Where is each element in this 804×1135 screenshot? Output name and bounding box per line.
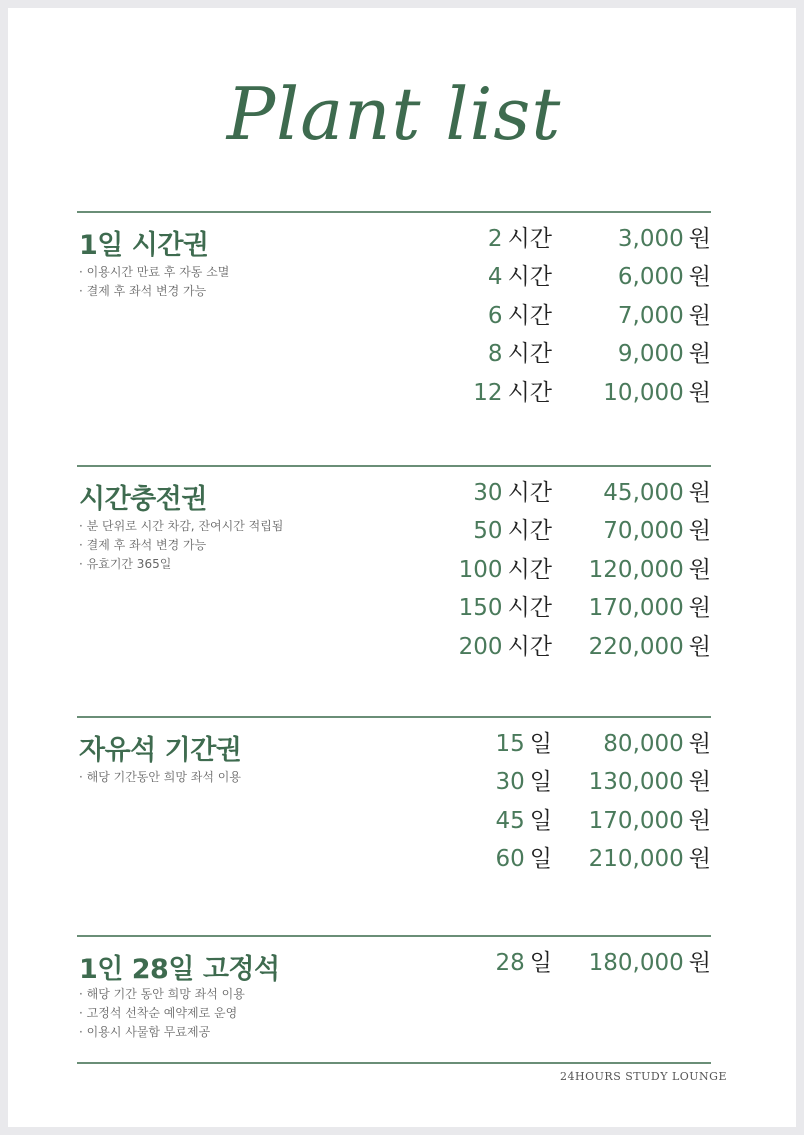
- price-value: 130,000: [588, 769, 684, 795]
- duration-value: 30: [495, 769, 525, 795]
- price: [589, 802, 711, 840]
- duration-unit: 시간: [507, 518, 552, 544]
- price-value: 70,000: [603, 518, 684, 544]
- duration-value: 45: [495, 808, 525, 834]
- duration-value: 150: [458, 595, 503, 621]
- duration: [496, 944, 553, 982]
- price-value: 9,000: [617, 341, 684, 367]
- price-row: [77, 220, 711, 258]
- price: [618, 297, 711, 335]
- price: [618, 220, 711, 258]
- price-unit: 원: [688, 950, 711, 976]
- duration-value: 2: [487, 226, 503, 252]
- price-value: 7,000: [617, 303, 684, 329]
- price-row: [77, 512, 711, 550]
- price-value: 170,000: [588, 595, 684, 621]
- price: [603, 725, 711, 763]
- duration-value: 100: [458, 557, 503, 583]
- price-value: 120,000: [588, 557, 684, 583]
- price-value: 45,000: [603, 480, 684, 506]
- price-row: [77, 551, 711, 589]
- price-unit: 원: [688, 846, 711, 872]
- price: [589, 763, 711, 801]
- section-day-pass: [77, 211, 711, 406]
- note-item: · 결제 후 좌석 변경 가능: [79, 284, 207, 298]
- price-unit: 원: [688, 769, 711, 795]
- price-value: 170,000: [588, 808, 684, 834]
- duration-unit: 시간: [507, 303, 552, 329]
- note-item: · 해당 기간동안 희망 좌석 이용: [79, 770, 241, 784]
- bottom-divider: [77, 1062, 711, 1064]
- duration-unit: 시간: [507, 226, 552, 252]
- duration-unit: 일: [529, 846, 552, 872]
- duration-value: 50: [473, 518, 503, 544]
- duration-value: 60: [495, 846, 525, 872]
- note-item: · 결제 후 좌석 변경 가능: [79, 538, 207, 552]
- price-value: 210,000: [588, 846, 684, 872]
- price: [618, 335, 711, 373]
- price-row: [77, 944, 711, 982]
- price: [603, 512, 711, 550]
- duration: [496, 725, 553, 763]
- price-unit: 원: [688, 731, 711, 757]
- duration-unit: 시간: [507, 595, 552, 621]
- duration-unit: 시간: [507, 634, 552, 660]
- price-unit: 원: [688, 518, 711, 544]
- section-free-seat-pass: [77, 716, 711, 872]
- price: [618, 258, 711, 296]
- section-time-charge: [77, 465, 711, 660]
- price-row: [77, 840, 711, 878]
- price: [589, 551, 711, 589]
- footer-brand: 24HOURS STUDY LOUNGE: [560, 1070, 727, 1083]
- note-item: · 고정석 선착순 예약제로 운영: [79, 1006, 238, 1020]
- note-item: · 이용시 사물함 무료제공: [79, 1025, 211, 1039]
- price-unit: 원: [688, 264, 711, 290]
- price: [603, 374, 711, 412]
- price-row: [77, 374, 711, 412]
- duration: [488, 220, 552, 258]
- section-fixed-seat: [77, 935, 711, 1039]
- duration-value: 200: [458, 634, 503, 660]
- price-row: [77, 589, 711, 627]
- duration-value: 12: [473, 380, 503, 406]
- duration: [488, 258, 552, 296]
- duration-unit: 시간: [507, 557, 552, 583]
- price: [589, 589, 711, 627]
- price-unit: 원: [688, 303, 711, 329]
- duration: [459, 551, 552, 589]
- price: [589, 628, 711, 666]
- price-unit: 원: [688, 341, 711, 367]
- duration-value: 6: [487, 303, 503, 329]
- note-item: · 유효기간 365일: [79, 557, 172, 571]
- price-unit: 원: [688, 226, 711, 252]
- section-title: 시간충전권: [79, 484, 207, 515]
- duration-unit: 일: [529, 808, 552, 834]
- section-title: 1인 28일 고정석: [79, 954, 280, 985]
- price-unit: 원: [688, 595, 711, 621]
- duration-value: 28: [495, 950, 525, 976]
- duration: [459, 589, 552, 627]
- duration-unit: 일: [529, 769, 552, 795]
- duration-value: 15: [495, 731, 525, 757]
- note-item: · 이용시간 만료 후 자동 소멸: [79, 265, 230, 279]
- price-unit: 원: [688, 557, 711, 583]
- section-title: 1일 시간권: [79, 230, 209, 261]
- price-unit: 원: [688, 380, 711, 406]
- duration: [496, 802, 553, 840]
- duration: [473, 512, 552, 550]
- price: [589, 840, 711, 878]
- duration-value: 4: [487, 264, 503, 290]
- price-unit: 원: [688, 808, 711, 834]
- price-unit: 원: [688, 480, 711, 506]
- duration-value: 8: [487, 341, 503, 367]
- duration: [459, 628, 552, 666]
- price-row: [77, 297, 711, 335]
- price: [603, 474, 711, 512]
- duration-unit: 일: [529, 950, 552, 976]
- note-item: · 해당 기간 동안 희망 좌석 이용: [79, 987, 245, 1001]
- price-value: 220,000: [588, 634, 684, 660]
- page-title: Plant list: [226, 72, 562, 156]
- price-value: 10,000: [603, 380, 684, 406]
- price-row: [77, 763, 711, 801]
- price-row: [77, 258, 711, 296]
- duration-unit: 시간: [507, 264, 552, 290]
- price-row: [77, 802, 711, 840]
- price-row: [77, 725, 711, 763]
- duration-unit: 시간: [507, 380, 552, 406]
- price-row: [77, 335, 711, 373]
- price-value: 180,000: [588, 950, 684, 976]
- duration: [473, 474, 552, 512]
- note-item: · 분 단위로 시간 차감, 잔여시간 적립됨: [79, 519, 284, 533]
- price-value: 3,000: [617, 226, 684, 252]
- duration: [496, 840, 553, 878]
- price: [589, 944, 711, 982]
- price-value: 80,000: [603, 731, 684, 757]
- duration-unit: 일: [529, 731, 552, 757]
- duration-value: 30: [473, 480, 503, 506]
- price-unit: 원: [688, 634, 711, 660]
- duration: [473, 374, 552, 412]
- price-value: 6,000: [617, 264, 684, 290]
- section-notes: [79, 985, 245, 1042]
- price-row: [77, 628, 711, 666]
- duration: [488, 297, 552, 335]
- duration: [488, 335, 552, 373]
- duration-unit: 시간: [507, 341, 552, 367]
- price-row: [77, 474, 711, 512]
- section-title: 자유석 기간권: [79, 735, 242, 766]
- duration: [496, 763, 553, 801]
- duration-unit: 시간: [507, 480, 552, 506]
